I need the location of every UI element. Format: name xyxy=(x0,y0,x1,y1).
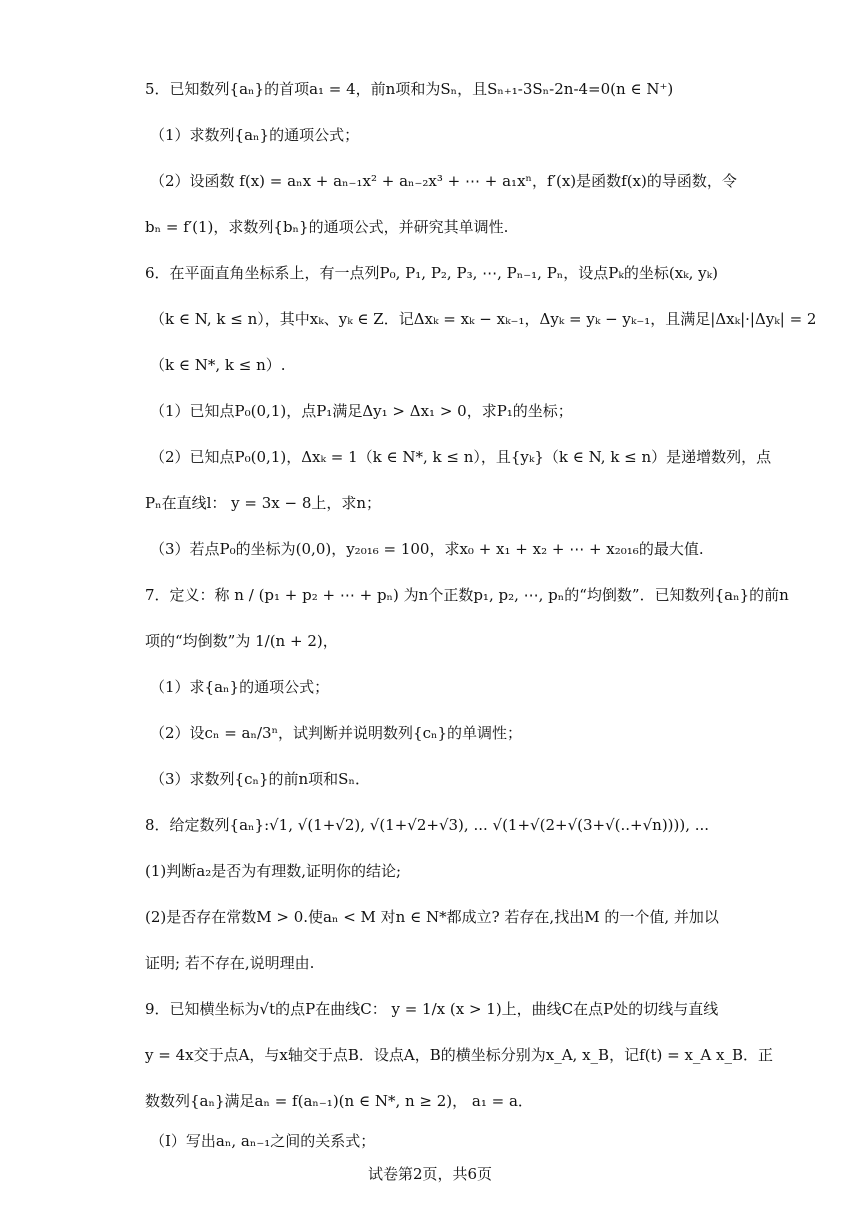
page-footer: 试卷第2页，共6页 xyxy=(367,1165,493,1183)
problem-9-statement: 9．已知横坐标为√t的点P在曲线C： y = 1/x (x > 1)上，曲线C在点P处的切线与直线 xyxy=(145,1000,719,1018)
problem-7-part-3: （3）求数列{cₙ}的前n项和Sₙ． xyxy=(150,770,370,788)
problem-6-part-2: （2）已知点P₀(0,1)，Δxₖ = 1（k ∈ N*, k ≤ n），且{yₖ}（k ∈ N, k ≤ n）是递增数列，点 xyxy=(150,448,772,466)
problem-8-statement: 8．给定数列{aₙ}:√1, √(1+√2), √(1+√2+√3), ... √(1+√(2+√(3+√(..+√n)))), ... xyxy=(145,816,710,834)
problem-7-statement: 7．定义：称 n / (p₁ + p₂ + ⋯ + pₙ) 为n个正数p₁, p₂, ⋯, pₙ的“均倒数”．已知数列{aₙ}的前n xyxy=(145,586,789,604)
problem-6-statement-cont-1: （k ∈ N, k ≤ n），其中xₖ、yₖ ∈ Z．记Δxₖ = xₖ − xₖ₋₁，Δyₖ = yₖ − yₖ₋₁，且满足|Δxₖ|·|Δyₖ| = 2 xyxy=(150,310,817,328)
problem-6-part-2-cont: Pₙ在直线l： y = 3x − 8上，求n； xyxy=(145,494,382,512)
problem-9-statement-cont-1: y = 4x交于点A，与x轴交于点B．设点A，B的横坐标分别为x_A, x_B，记f(t) = x_A x_B．正 xyxy=(145,1046,773,1064)
problem-6-statement-cont-2: （k ∈ N*, k ≤ n）. xyxy=(150,356,286,374)
problem-5-part-2-cont: bₙ = f′(1)，求数列{bₙ}的通项公式，并研究其单调性. xyxy=(145,218,509,236)
problem-8-part-2: (2)是否存在常数M > 0.使aₙ < M 对n ∈ N*都成立? 若存在,找出M 的一个值, 并加以 xyxy=(145,908,719,926)
problem-5-part-2: （2）设函数 f(x) = aₙx + aₙ₋₁x² + aₙ₋₂x³ + ⋯ + a₁xⁿ，f′(x)是函数f(x)的导函数，令 xyxy=(150,172,737,190)
problem-7-part-2: （2）设cₙ = aₙ/3ⁿ，试判断并说明数列{cₙ}的单调性； xyxy=(150,724,523,742)
problem-8-part-1: (1)判断a₂是否为有理数,证明你的结论; xyxy=(145,862,402,880)
problem-9-part-1: （I）写出aₙ, aₙ₋₁之间的关系式； xyxy=(150,1132,376,1150)
problem-7-statement-cont: 项的“均倒数”为 1/(n + 2)， xyxy=(145,632,338,650)
problem-7-part-1: （1）求{aₙ}的通项公式； xyxy=(150,678,330,696)
problem-6-statement: 6．在平面直角坐标系上，有一点列P₀, P₁, P₂, P₃, ⋯, Pₙ₋₁, Pₙ，设点Pₖ的坐标(xₖ, yₖ) xyxy=(145,264,718,282)
problem-8-part-2-cont: 证明; 若不存在,说明理由. xyxy=(145,954,315,972)
problem-5-statement: 5．已知数列{aₙ}的首项a₁ = 4，前n项和为Sₙ，且Sₙ₊₁-3Sₙ-2n-4=0(n ∈ N⁺) xyxy=(145,80,674,98)
problem-6-part-3: （3）若点P₀的坐标为(0,0)，y₂₀₁₆ = 100，求x₀ + x₁ + x₂ + ⋯ + x₂₀₁₆的最大值. xyxy=(150,540,704,558)
problem-5-part-1: （1）求数列{aₙ}的通项公式； xyxy=(150,126,360,144)
problem-6-part-1: （1）已知点P₀(0,1)，点P₁满足Δy₁ > Δx₁ > 0，求P₁的坐标； xyxy=(150,402,573,420)
problem-9-statement-cont-2: 数数列{aₙ}满足aₙ = f(aₙ₋₁)(n ∈ N*, n ≥ 2)， a₁ = a． xyxy=(145,1092,533,1110)
